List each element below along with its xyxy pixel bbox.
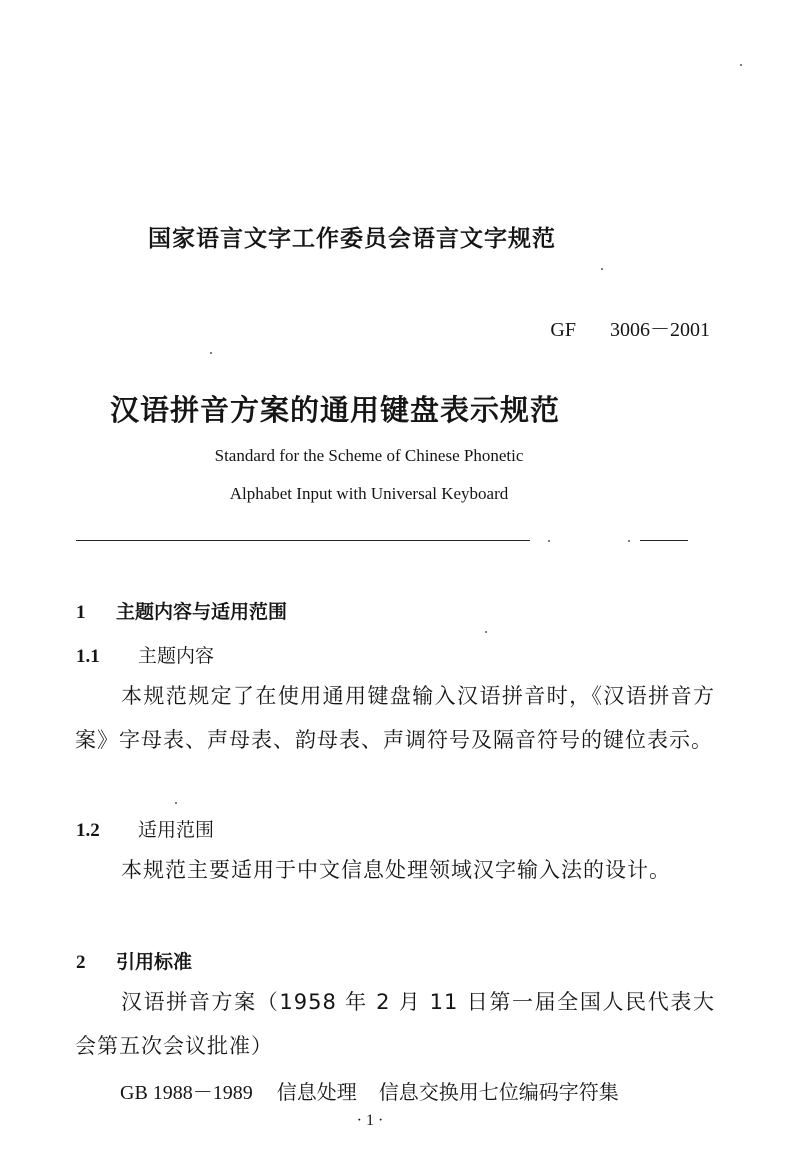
section-2-heading xyxy=(76,947,192,974)
document-title-zh: 汉语拼音方案的通用键盘表示规范 xyxy=(110,393,561,427)
scan-speck xyxy=(548,540,550,542)
reference-1: 汉语拼音方案（1958 年 2 月 11 日第一届全国人民代表大会第五次会议批准） xyxy=(75,990,715,1058)
section-1-1-number: 1.1 xyxy=(76,646,100,667)
section-1-2-heading xyxy=(76,815,214,842)
section-1-number: 1 xyxy=(76,602,86,623)
issuer-line: 国家语言文字工作委员会语言文字规范 xyxy=(148,226,556,252)
section-1-1-title: 主题内容 xyxy=(138,645,215,667)
reference-2 xyxy=(120,1076,619,1105)
reference-2-part2: 信息交换用七位编码字符集 xyxy=(378,1080,619,1104)
section-1-2-paragraph: 本规范主要适用于中文信息处理领域汉字输入法的设计。 xyxy=(121,858,671,882)
reference-2-part1: 信息处理 xyxy=(276,1080,357,1104)
scan-speck xyxy=(601,268,603,270)
document-title-en-line2: Alphabet Input with Universal Keyboard xyxy=(229,484,509,503)
scan-speck xyxy=(175,802,177,804)
reference-2-code: GB 1988－1989 xyxy=(120,1082,253,1104)
scan-speck xyxy=(628,540,630,542)
section-2-title: 引用标准 xyxy=(116,951,193,973)
title-divider xyxy=(76,540,530,541)
section-1-title: 主题内容与适用范围 xyxy=(116,601,288,623)
scan-speck xyxy=(740,64,742,66)
page-number: · 1 · xyxy=(356,1112,384,1129)
section-1-2-number: 1.2 xyxy=(76,820,100,841)
scan-speck xyxy=(485,631,487,633)
section-1-1-paragraph: 本规范规定了在使用通用键盘输入汉语拼音时，《汉语拼音方案》字母表、声母表、韵母表、声调符号及隔音符号的键位表示。 xyxy=(75,684,715,752)
standard-code-number: 3006－2001 xyxy=(610,319,710,341)
standard-code xyxy=(550,313,710,342)
section-2-number: 2 xyxy=(76,952,86,973)
scan-speck xyxy=(210,352,212,354)
title-divider-tail xyxy=(640,540,688,541)
section-1-heading xyxy=(76,597,287,624)
document-title-en-line1: Standard for the Scheme of Chinese Phonetic xyxy=(214,446,524,465)
standard-code-prefix: GF xyxy=(550,319,576,341)
section-1-2-title: 适用范围 xyxy=(138,819,215,841)
section-1-1-heading xyxy=(76,641,214,668)
